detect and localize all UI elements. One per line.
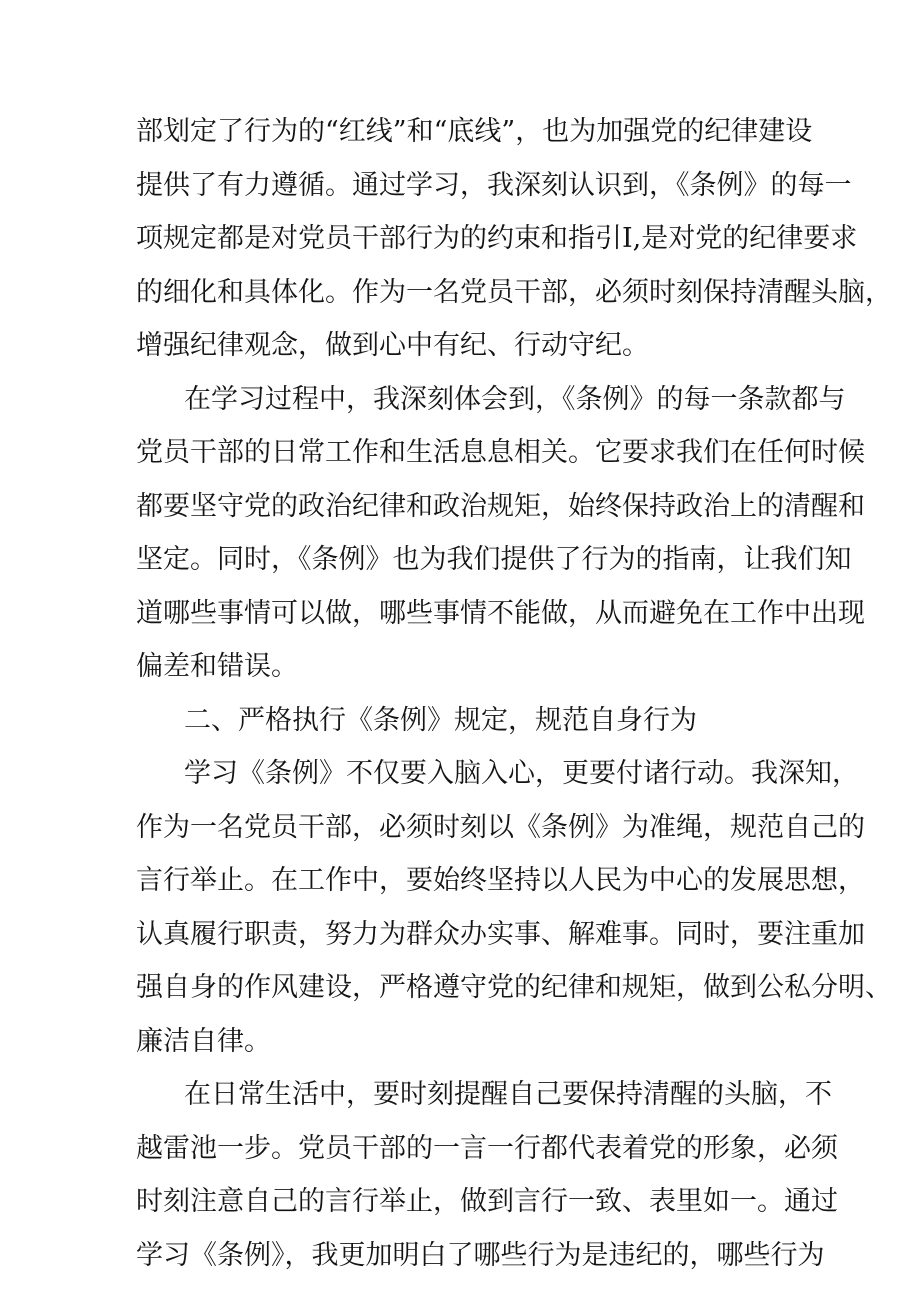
text-line: 道哪些事情可以做，哪些事情不能做，从而避免在工作中出现 <box>136 597 865 629</box>
text-line: 的细化和具体化。作为一名党员干部，必须时刻保持清醒头脑， <box>136 276 892 308</box>
paragraph-first-line: 在日常生活中，要时刻提醒自己要保持清醒的头脑，不 <box>184 1079 832 1110</box>
text-line: 学习《条例》，我更加明白了哪些行为是违纪的，哪些行为 <box>136 1239 825 1271</box>
text-line: 廉洁自律。 <box>136 1025 271 1057</box>
document-body <box>136 105 892 1282</box>
text-line: 越雷池一步。党员干部的一言一行都代表着党的形象，必须 <box>136 1132 838 1164</box>
paragraph-first-line: 学习《条例》不仅要入脑入心，更要付诸行动。我深知， <box>184 758 859 789</box>
text-line: 项规定都是对党员干部行为的约束和指引I,是对党的纪律要求 <box>136 223 858 254</box>
text-line: 强自身的作风建设，严格遵守党的纪律和规矩，做到公私分明、 <box>136 972 892 1003</box>
text-line: 党员干部的日常工作和生活息息相关。它要求我们在任何时候 <box>136 437 865 468</box>
section-heading: 二、严格执行《条例》规定，规范自身行为 <box>184 704 697 736</box>
text-line: 都要坚守党的政治纪律和政治规矩，始终保持政治上的清醒和 <box>136 490 865 522</box>
text-line: 作为一名党员干部，必须时刻以《条例》为准绳，规范自己的 <box>136 811 865 843</box>
text-line: 偏差和错误。 <box>136 651 298 682</box>
text-line: 言行举止。在工作中，要始终坚持以人民为中心的发展思想， <box>136 865 865 896</box>
text-line: 部划定了行为的“红线”和“底线”，也为加强党的纪律建设 <box>136 116 813 147</box>
text-line: 提供了有力遵循。通过学习，我深刻认识到，《条例》的每一 <box>136 169 852 201</box>
text-line: 认真履行职责，努力为群众办实事、解难事。同时，要注重加 <box>136 918 865 950</box>
text-line: 时刻注意自己的言行举止，做到言行一致、表里如一。通过 <box>136 1186 838 1217</box>
text-line: 坚定。同时，《条例》也为我们提供了行为的指南，让我们知 <box>136 544 852 575</box>
text-line: 增强纪律观念，做到心中有纪、行动守纪。 <box>136 330 649 361</box>
paragraph-first-line: 在学习过程中，我深刻体会到，《条例》的每一条款都与 <box>184 383 846 415</box>
